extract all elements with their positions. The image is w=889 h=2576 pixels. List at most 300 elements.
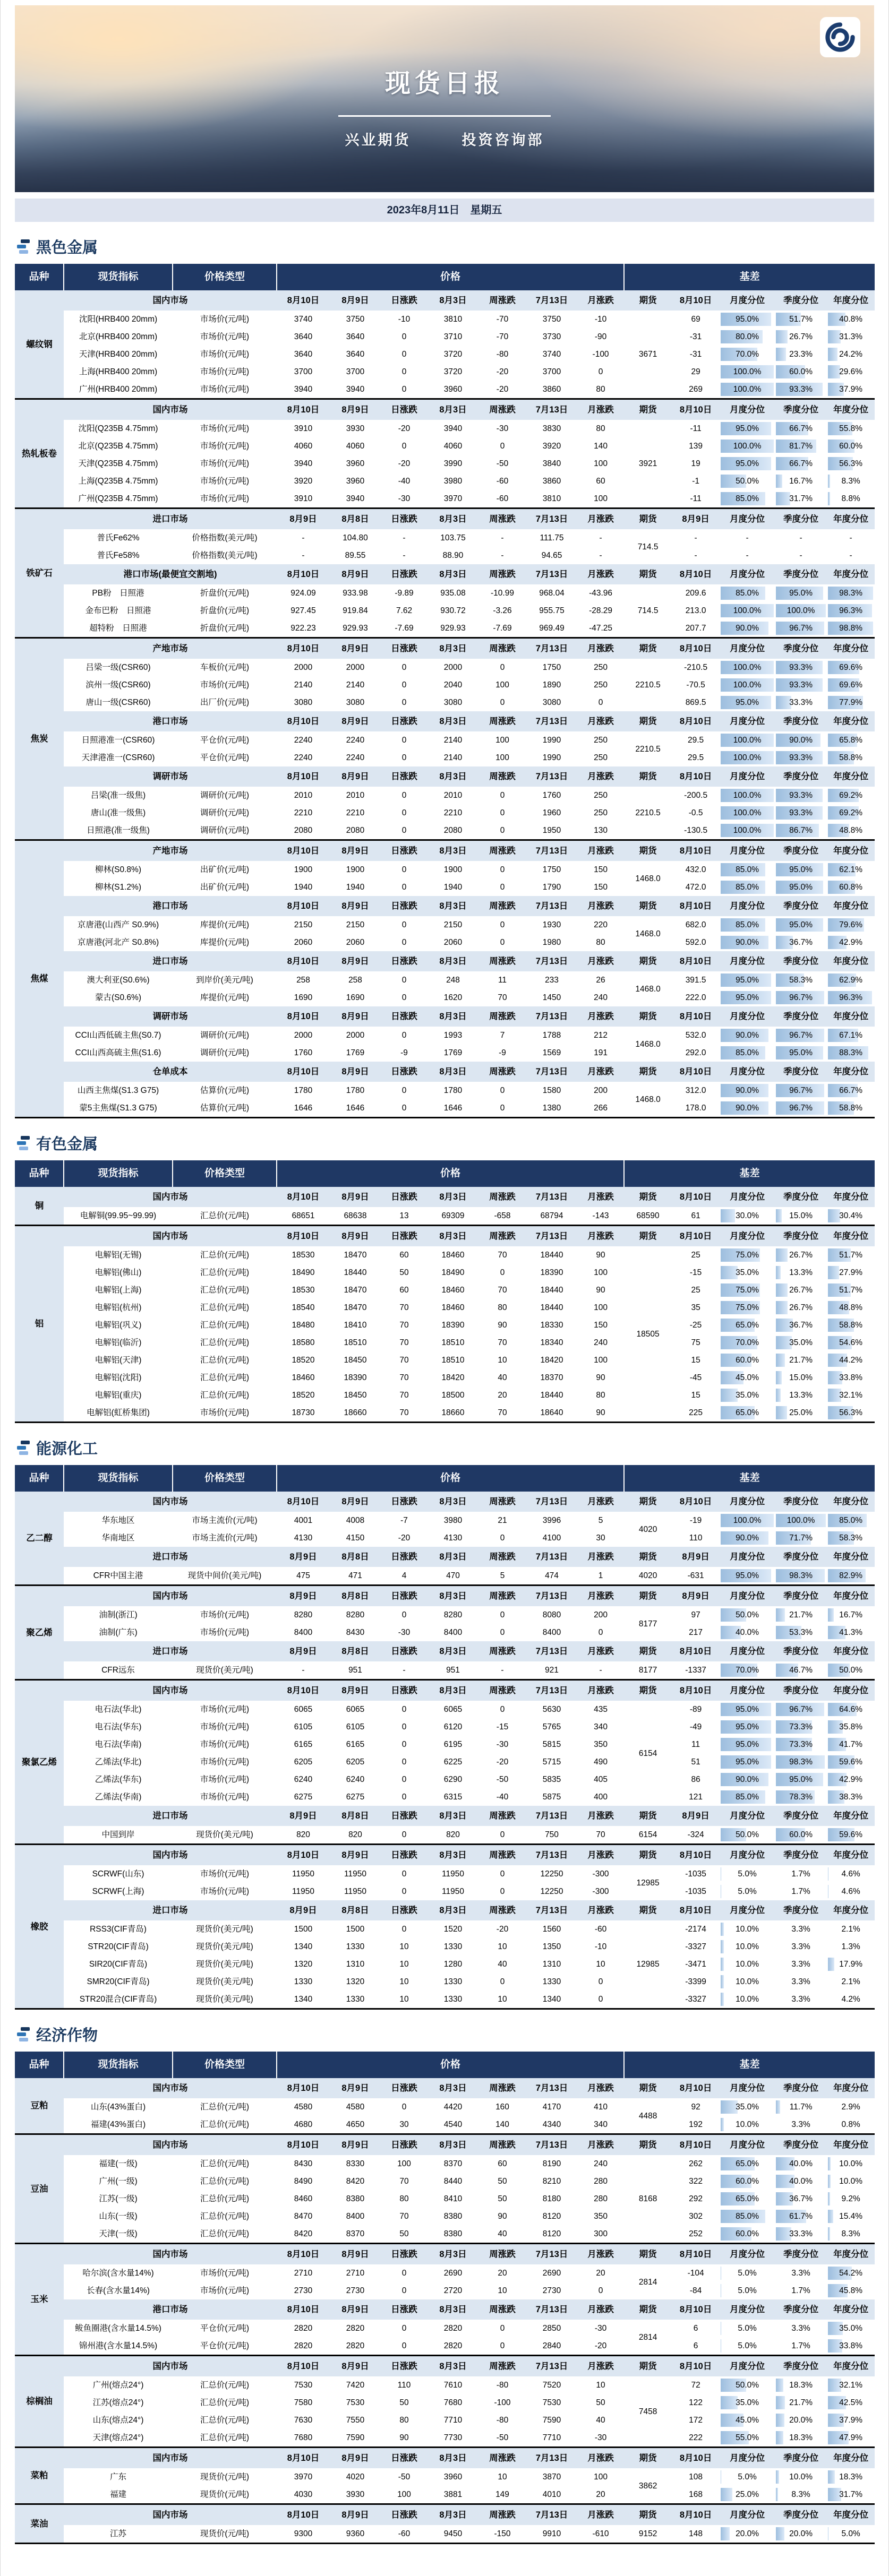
pct-quarter-header: 季度分位 <box>775 766 827 787</box>
price-cell: 2000 <box>330 659 381 676</box>
futures-header: 期货 <box>624 951 672 971</box>
price-cell: 969.49 <box>526 619 577 638</box>
percentile-text: 65.0% <box>736 2194 759 2203</box>
market-label: 港口市场 <box>64 2299 277 2320</box>
basis-value: 222.0 <box>672 989 720 1006</box>
change-cell: 50 <box>478 2190 526 2208</box>
percentile-bar <box>776 1283 788 1297</box>
futures-header: 期货 <box>624 564 672 584</box>
percentile-cell <box>720 1865 775 1883</box>
percentile-cell <box>775 584 827 602</box>
pct-year-header: 年度分位 <box>827 1226 875 1247</box>
percentile-text: 60.0% <box>736 2177 759 2186</box>
percentile-cell <box>720 2190 775 2208</box>
price-type-cell: 车板价(元/吨) <box>173 659 277 676</box>
percentile-cell <box>720 694 775 711</box>
percentile-bar <box>721 1209 735 1222</box>
price-cell: 68794 <box>526 1207 577 1226</box>
price-cell: 3750 <box>330 311 381 328</box>
change-cell: 212 <box>577 1027 624 1044</box>
price-type-cell: 汇总价(元/吨) <box>173 2098 277 2116</box>
percentile-cell <box>720 1299 775 1316</box>
percentile-text: 35.0% <box>839 2324 862 2333</box>
percentile-text: 17.9% <box>839 1960 862 1969</box>
percentile-cell <box>720 2376 775 2394</box>
change-cell: -30 <box>478 1736 526 1753</box>
percentile-text: 60.0% <box>736 2229 759 2238</box>
pct-year-header: 年度分位 <box>827 638 875 659</box>
futures-value: 3921 <box>624 420 672 509</box>
change-cell: - <box>577 1661 624 1680</box>
percentile-text: 5.0% <box>738 2269 756 2278</box>
price-cell: 7610 <box>428 2376 478 2394</box>
change-cell: 10 <box>577 1955 624 1973</box>
percentile-text: 65.0% <box>736 2159 759 2168</box>
price-cell: 6165 <box>330 1736 381 1753</box>
change-cell: 100 <box>478 676 526 694</box>
market-subheader-row <box>15 1187 875 1207</box>
percentile-text: 95.0% <box>789 1048 813 1057</box>
percentile-cell <box>775 749 827 766</box>
basis-value: 682.0 <box>672 916 720 934</box>
pct-year-header: 年度分位 <box>827 1492 875 1512</box>
change-cell: 0 <box>478 1082 526 1099</box>
price-cell: 1580 <box>526 1082 577 1099</box>
price-cell: 18470 <box>330 1281 381 1299</box>
percentile-text: 8.3% <box>841 2229 860 2238</box>
price-cell: 1890 <box>526 676 577 694</box>
variety-label: 焦炭 <box>15 638 64 840</box>
pct-month-header: 月度分位 <box>720 1806 775 1826</box>
change-cell: 10 <box>381 1973 428 1991</box>
price-type-cell: 市场价(元/吨) <box>173 1788 277 1806</box>
price-cell: 3640 <box>330 346 381 363</box>
percentile-cell <box>827 989 875 1006</box>
basis-date-header: 8月10日 <box>672 1641 720 1661</box>
date-header: 周涨跌 <box>478 1492 526 1512</box>
percentile-cell <box>827 861 875 878</box>
percentile-bar <box>776 1608 785 1622</box>
percentile-text: 100.0% <box>733 808 762 817</box>
percentile-text: 48.8% <box>839 1303 862 1312</box>
date-header: 8月3日 <box>428 1226 478 1247</box>
percentile-cell <box>827 437 875 455</box>
basis-value: 139 <box>672 437 720 455</box>
price-cell: 3830 <box>526 420 577 437</box>
percentile-text: 93.3% <box>789 385 813 394</box>
change-cell: -30 <box>381 1624 428 1641</box>
basis-value: 262 <box>672 2155 720 2173</box>
price-type-cell: 调研价(元/吨) <box>173 822 277 840</box>
change-cell: 100 <box>478 749 526 766</box>
price-cell: 6240 <box>330 1771 381 1788</box>
price-cell: 929.93 <box>428 619 478 638</box>
price-cell: 7730 <box>428 2429 478 2448</box>
price-cell: 1280 <box>428 1955 478 1973</box>
change-cell: - <box>478 1661 526 1680</box>
price-cell: 2140 <box>428 731 478 749</box>
percentile-cell <box>720 455 775 472</box>
percentile-text: 90.0% <box>736 1775 759 1784</box>
pct-month-header: 月度分位 <box>720 2448 775 2469</box>
price-cell: 1760 <box>526 787 577 804</box>
percentile-cell <box>827 1883 875 1900</box>
pct-month-header: 月度分位 <box>720 1187 775 1207</box>
percentile-cell <box>720 822 775 840</box>
change-cell: 0 <box>381 659 428 676</box>
percentile-cell <box>827 381 875 399</box>
percentile-cell <box>775 2173 827 2190</box>
percentile-bar <box>828 348 837 361</box>
date-header: 日涨跌 <box>381 509 428 530</box>
futures-value: 714.5 <box>624 529 672 564</box>
col-indicator: 现货指标 <box>64 264 173 290</box>
change-cell: -50 <box>478 1771 526 1788</box>
market-label: 国内市场 <box>64 1680 277 1701</box>
market-label: 国内市场 <box>64 1492 277 1512</box>
percentile-text: 42.9% <box>839 938 862 947</box>
price-cell: 7530 <box>330 2394 381 2411</box>
indicator-cell: 广州(熔点24°) <box>64 2376 173 2394</box>
table-row <box>15 1624 875 1641</box>
percentile-bar <box>776 1389 781 1402</box>
basis-value: -1035 <box>672 1865 720 1883</box>
indicator-cell: 乙烯法(华北) <box>64 1753 173 1771</box>
percentile-text: 98.3% <box>839 589 862 598</box>
percentile-cell <box>775 971 827 989</box>
percentile-cell <box>720 787 775 804</box>
percentile-cell <box>720 420 775 437</box>
variety-label: 铝 <box>15 1226 64 1423</box>
price-type-cell: 现货价(美元/吨) <box>173 1826 277 1845</box>
percentile-text: 90.0% <box>736 1086 759 1095</box>
percentile-text: 29.6% <box>839 367 862 376</box>
date-header: 8月10日 <box>277 1680 330 1701</box>
pct-quarter-header: 季度分位 <box>775 564 827 584</box>
basis-date-header: 8月10日 <box>672 1900 720 1920</box>
basis-date-header: 8月10日 <box>672 1680 720 1701</box>
indicator-cell: 日照港(准一级焦) <box>64 822 173 840</box>
main-header-row <box>15 1465 875 1492</box>
futures-value: 4488 <box>624 2098 672 2134</box>
pct-month-header: 月度分位 <box>720 951 775 971</box>
price-type-cell: 现货价(元/吨) <box>173 2468 277 2486</box>
date-header: 7月13日 <box>526 399 577 420</box>
date-header: 周涨跌 <box>478 2244 526 2265</box>
change-cell: -43.96 <box>577 584 624 602</box>
price-cell: 1330 <box>277 1973 330 1991</box>
change-cell: 350 <box>577 1736 624 1753</box>
percentile-cell <box>827 1771 875 1788</box>
bullet-bar <box>17 2032 26 2036</box>
percentile-text: 69.6% <box>839 680 862 690</box>
price-cell: 1750 <box>526 861 577 878</box>
basis-date-header: 8月9日 <box>672 1806 720 1826</box>
price-cell: 18660 <box>330 1404 381 1423</box>
price-cell: 8470 <box>277 2208 330 2225</box>
change-cell: 10 <box>381 1991 428 2009</box>
basis-value: -19 <box>672 1512 720 1529</box>
price-cell: 3810 <box>526 490 577 509</box>
price-cell: 3980 <box>428 472 478 490</box>
percentile-cell <box>720 989 775 1006</box>
basis-date-header: 8月10日 <box>672 564 720 584</box>
percentile-cell <box>720 1099 775 1118</box>
date-header: 日涨跌 <box>381 638 428 659</box>
percentile-cell <box>775 1973 827 1991</box>
price-cell: 11950 <box>277 1865 330 1883</box>
price-cell: 8380 <box>330 2190 381 2208</box>
percentile-text: 64.6% <box>839 1705 862 1714</box>
indicator-cell: 哈尔滨(含水量14%) <box>64 2264 173 2282</box>
percentile-text: 10.0% <box>736 2120 759 2129</box>
price-cell: 18520 <box>277 1386 330 1404</box>
market-label: 港口市场 <box>64 896 277 916</box>
market-label: 港口市场(最便宜交割地) <box>64 564 277 584</box>
percentile-text: 32.1% <box>839 2381 862 2390</box>
percentile-text: 3.3% <box>791 1960 810 1969</box>
basis-value: 312.0 <box>672 1082 720 1099</box>
indicator-cell: 长春(含水量14%) <box>64 2282 173 2299</box>
change-cell: 0 <box>381 1753 428 1771</box>
percentile-cell <box>720 861 775 878</box>
price-type-cell: 库提价(元/吨) <box>173 916 277 934</box>
futures-header: 期货 <box>624 1641 672 1661</box>
basis-date-header: 8月9日 <box>672 1547 720 1567</box>
percentile-cell <box>827 2264 875 2282</box>
percentile-bar <box>828 1608 834 1622</box>
percentile-cell <box>775 2429 827 2448</box>
change-cell: -150 <box>478 2525 526 2544</box>
indicator-cell: 乙烯法(华南) <box>64 1788 173 1806</box>
percentile-cell <box>775 1991 827 2009</box>
pct-quarter-header: 季度分位 <box>775 2134 827 2156</box>
percentile-text: 96.7% <box>789 1705 813 1714</box>
basis-date-header: 8月10日 <box>672 1187 720 1207</box>
variety-label: 聚乙烯 <box>15 1586 64 1680</box>
price-cell: 3640 <box>330 328 381 346</box>
percentile-cell <box>720 1369 775 1386</box>
table-head <box>15 1465 875 1492</box>
percentile-text: 59.6% <box>839 1830 862 1839</box>
futures-value: 1468.0 <box>624 916 672 951</box>
table-row <box>15 2337 875 2356</box>
percentile-text: 100.0% <box>733 680 762 690</box>
price-type-cell: 市场价(元/吨) <box>173 381 277 399</box>
change-cell: 250 <box>577 749 624 766</box>
table-head <box>15 264 875 290</box>
price-cell: 1950 <box>526 822 577 840</box>
price-cell: 2690 <box>526 2264 577 2282</box>
basis-date-header: 8月10日 <box>672 766 720 787</box>
percentile-text: 30.4% <box>839 1211 862 1220</box>
date-header: 月涨跌 <box>577 711 624 731</box>
variety-label: 豆粕 <box>15 2078 64 2134</box>
price-type-cell: 市场价(元/吨) <box>173 1865 277 1883</box>
futures-value: 2210.5 <box>624 659 672 711</box>
pct-year-header: 年度分位 <box>827 2244 875 2265</box>
basis-value: -3327 <box>672 1991 720 2009</box>
price-type-cell: 市场价(元/吨) <box>173 2282 277 2299</box>
change-cell: 0 <box>381 2098 428 2116</box>
indicator-cell: 电解铝(临沂) <box>64 1334 173 1351</box>
percentile-text: 100.0% <box>733 367 762 376</box>
indicator-cell: 广州(Q235B 4.75mm) <box>64 490 173 509</box>
percentile-text: 8.8% <box>841 494 860 503</box>
basis-value: 75 <box>672 1334 720 1351</box>
date-header: 日涨跌 <box>381 2244 428 2265</box>
percentile-text: 23.3% <box>789 350 813 359</box>
change-cell: 100 <box>577 1299 624 1316</box>
date-header: 8月3日 <box>428 564 478 584</box>
table-row <box>15 1701 875 1718</box>
percentile-cell <box>720 1606 775 1624</box>
price-type-cell: 市场价(元/吨) <box>173 437 277 455</box>
date-header: 周涨跌 <box>478 1586 526 1607</box>
percentile-bar <box>776 1371 782 1384</box>
price-cell: 1690 <box>330 989 381 1006</box>
price-type-cell: 平仓价(元/吨) <box>173 2337 277 2356</box>
date-header: 月涨跌 <box>577 2299 624 2320</box>
indicator-cell: 滨州一级(CSR60) <box>64 676 173 694</box>
change-cell: 70 <box>381 1351 428 1369</box>
percentile-text: 33.3% <box>789 698 813 707</box>
table-row <box>15 787 875 804</box>
price-cell: 750 <box>526 1826 577 1845</box>
percentile-text: 93.3% <box>789 663 813 672</box>
percentile-text: 3.3% <box>791 1925 810 1934</box>
percentile-cell <box>775 1207 827 1226</box>
percentile-text: 58.8% <box>839 1104 862 1113</box>
date-header: 日涨跌 <box>381 290 428 311</box>
market-subheader-row <box>15 951 875 971</box>
date-header: 8月9日 <box>330 1680 381 1701</box>
percentile-text: 69.2% <box>839 791 862 800</box>
table-row <box>15 2429 875 2448</box>
price-cell: 4580 <box>330 2098 381 2116</box>
percentile-cell <box>827 2173 875 2190</box>
percentile-cell: - <box>720 547 775 564</box>
bullet-bar <box>21 1441 30 1444</box>
basis-value: 168 <box>672 2486 720 2504</box>
date-header: 8月3日 <box>428 711 478 731</box>
percentile-cell <box>827 1661 875 1680</box>
indicator-cell: 蒙5主焦煤(S1.3 G75) <box>64 1099 173 1118</box>
price-type-cell: 现货中间价(美元/吨) <box>173 1567 277 1586</box>
indicator-cell: 华南地区 <box>64 1529 173 1547</box>
date-header: 7月13日 <box>526 1900 577 1920</box>
percentile-cell <box>720 1404 775 1423</box>
price-cell: 5815 <box>526 1736 577 1753</box>
price-cell: 1940 <box>428 878 478 896</box>
percentile-text: 73.3% <box>789 1740 813 1749</box>
percentile-text: 62.9% <box>839 976 862 985</box>
market-subheader-row <box>15 1845 875 1866</box>
futures-value: 6154 <box>624 1826 672 1845</box>
date-header: 8月9日 <box>330 2078 381 2098</box>
change-cell: -20 <box>478 1753 526 1771</box>
percentile-cell <box>827 2376 875 2394</box>
percentile-cell <box>827 1938 875 1955</box>
table-row <box>15 311 875 328</box>
date-header: 8月3日 <box>428 896 478 916</box>
change-cell: 200 <box>577 1606 624 1624</box>
col-basis-group: 基差 <box>624 1160 875 1187</box>
table-row <box>15 934 875 951</box>
date-header: 月涨跌 <box>577 1900 624 1920</box>
percentile-text: 10.0% <box>736 1942 759 1951</box>
date-header: 8月8日 <box>330 1806 381 1826</box>
percentile-text: 75.0% <box>736 1286 759 1295</box>
change-cell: 240 <box>577 989 624 1006</box>
futures-header: 期货 <box>624 399 672 420</box>
price-cell: 4100 <box>526 1529 577 1547</box>
pct-quarter-header: 季度分位 <box>775 2244 827 2265</box>
date-header: 7月13日 <box>526 1845 577 1866</box>
table-row <box>15 1207 875 1226</box>
pct-month-header: 月度分位 <box>720 638 775 659</box>
change-cell: 11 <box>478 971 526 989</box>
percentile-text: 95.0% <box>736 1705 759 1714</box>
pct-month-header: 月度分位 <box>720 2356 775 2377</box>
date-header: 8月3日 <box>428 1586 478 1607</box>
basis-value: 6 <box>672 2320 720 2337</box>
percentile-cell <box>720 584 775 602</box>
change-cell: -80 <box>478 2376 526 2394</box>
indicator-cell: 电解铝(无锡) <box>64 1246 173 1264</box>
date-header: 8月9日 <box>330 1187 381 1207</box>
change-cell: 0 <box>381 694 428 711</box>
table-row <box>15 1938 875 1955</box>
indicator-cell: 锦州港(含水量14.5%) <box>64 2337 173 2356</box>
basis-value: 29.5 <box>672 749 720 766</box>
percentile-cell <box>720 1207 775 1226</box>
price-cell: 2710 <box>277 2264 330 2282</box>
percentile-text: 100.0% <box>733 753 762 762</box>
change-cell: -28.29 <box>577 602 624 619</box>
percentile-bar <box>721 1958 724 1971</box>
percentile-text: 73.3% <box>789 1722 813 1731</box>
change-cell: -658 <box>478 1207 526 1226</box>
date-header: 日涨跌 <box>381 1845 428 1866</box>
price-type-cell: 市场价(元/吨) <box>173 1606 277 1624</box>
percentile-text: 60.0% <box>736 1356 759 1365</box>
price-cell: 18510 <box>428 1351 478 1369</box>
price-cell: 3640 <box>277 328 330 346</box>
indicator-cell: PB粉 日照港 <box>64 584 173 602</box>
change-cell: 70 <box>478 989 526 1006</box>
market-label: 国内市场 <box>64 2078 277 2098</box>
percentile-cell <box>720 472 775 490</box>
change-cell: -90 <box>577 328 624 346</box>
percentile-text: 60.0% <box>839 442 862 451</box>
percentile-text: 50.0% <box>736 1830 759 1839</box>
banner-divider <box>338 115 551 117</box>
date-header: 周涨跌 <box>478 2299 526 2320</box>
percentile-cell <box>775 2376 827 2394</box>
percentile-cell <box>827 1264 875 1281</box>
price-cell: 2820 <box>277 2337 330 2356</box>
price-type-cell: 市场价(元/吨) <box>173 363 277 381</box>
pct-month-header: 月度分位 <box>720 1226 775 1247</box>
basis-date-header: 8月10日 <box>672 1845 720 1866</box>
basis-value: 292.0 <box>672 1044 720 1062</box>
date-header: 周涨跌 <box>478 564 526 584</box>
price-cell: 8400 <box>277 1624 330 1641</box>
date-header: 8月9日 <box>330 1845 381 1866</box>
basis-value: -104 <box>672 2264 720 2282</box>
change-cell: 80 <box>381 2190 428 2208</box>
